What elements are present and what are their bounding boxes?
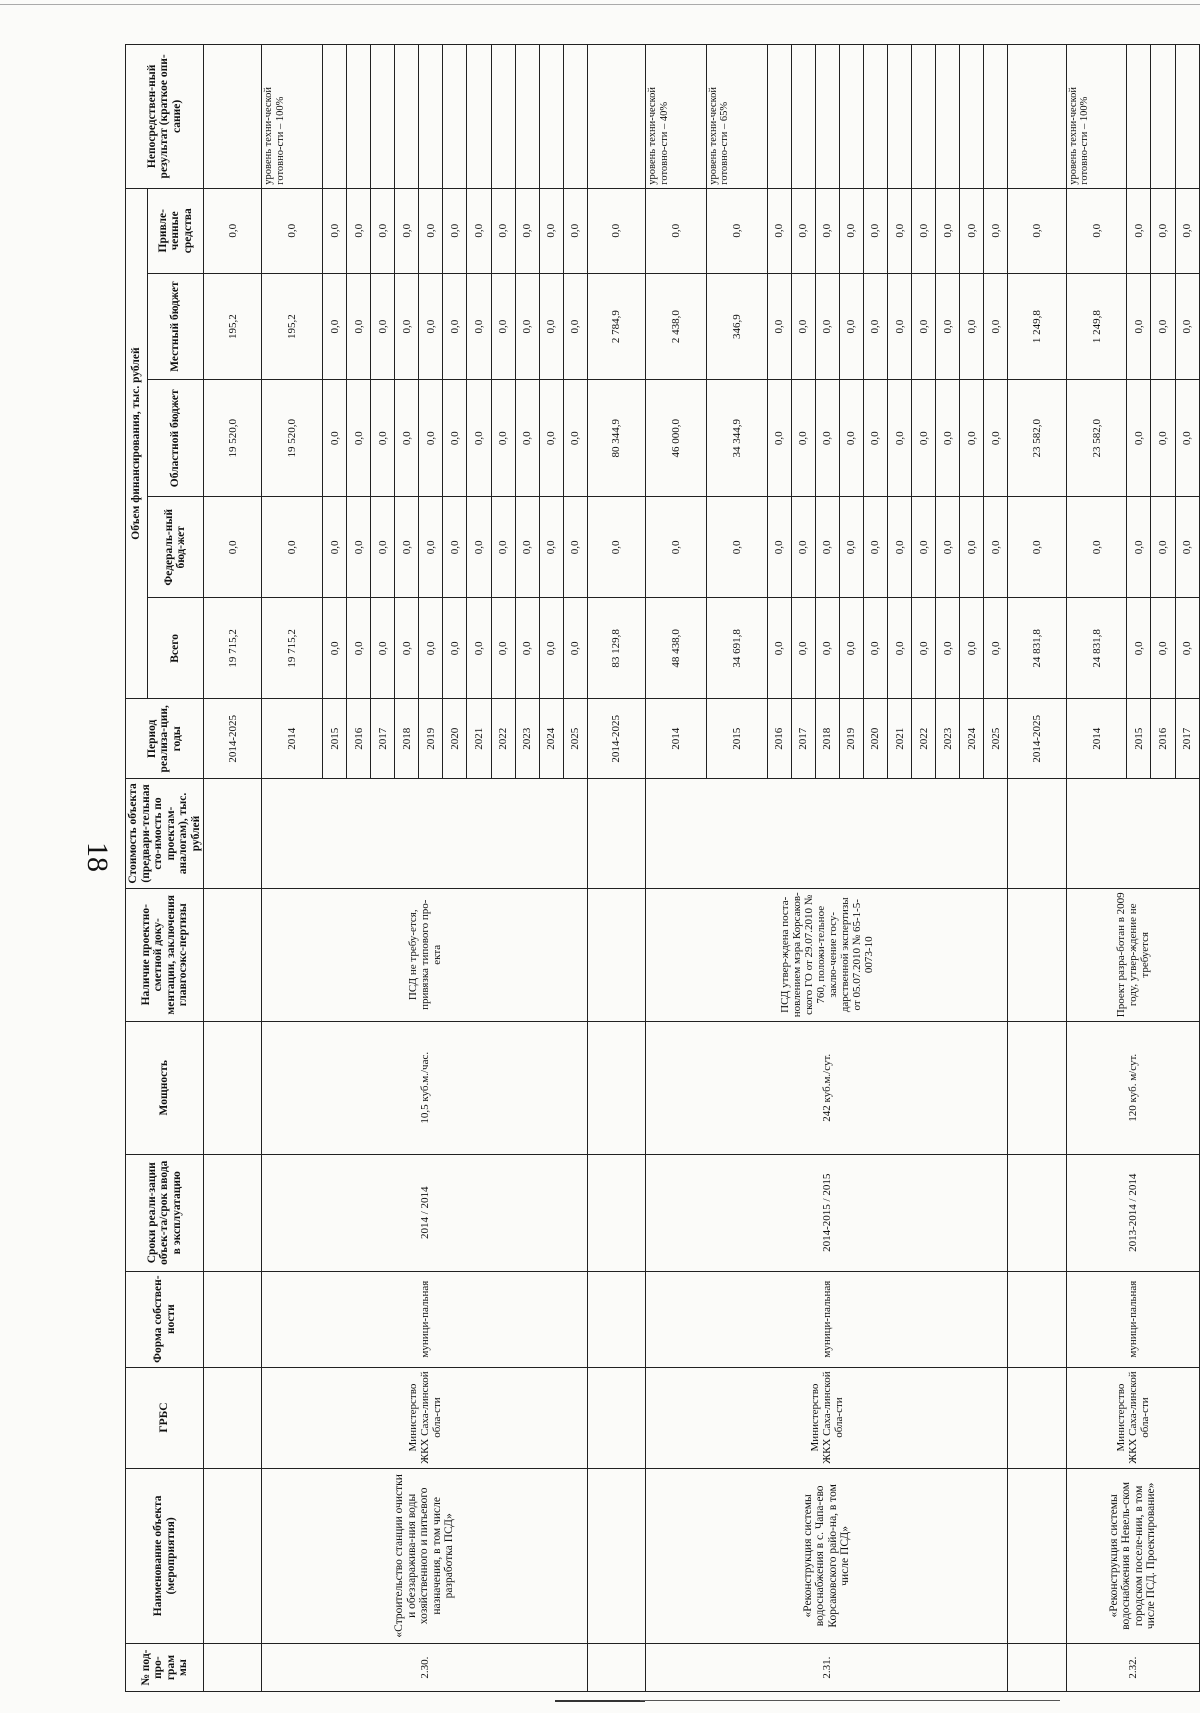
cell-total: 0,0 bbox=[539, 598, 563, 699]
cell-attracted: 0,0 bbox=[791, 188, 815, 273]
table-row bbox=[204, 45, 262, 1692]
empty-cell bbox=[1008, 1271, 1066, 1367]
cell-attracted: 0,0 bbox=[323, 188, 347, 273]
object-name: «Реконструкция системы водоснабжения в Невель-ском городском поселе-нии, в том числе ПСД. Проектирование» bbox=[1066, 1468, 1199, 1644]
cell-local: 0,0 bbox=[563, 273, 587, 379]
cell-total: 19 715,2 bbox=[204, 598, 262, 699]
table-body bbox=[204, 45, 1200, 1692]
cell-period: 2014-2025 bbox=[587, 699, 645, 779]
scan-mark bbox=[640, 1700, 1060, 1701]
cell-result bbox=[467, 45, 491, 189]
cell-local: 0,0 bbox=[443, 273, 467, 379]
cell-federal: 0,0 bbox=[1151, 497, 1175, 598]
cell-result bbox=[323, 45, 347, 189]
object-number: 2.30. bbox=[262, 1644, 588, 1692]
object-capacity: 242 куб.м./сут. bbox=[646, 1021, 1008, 1154]
cell-result bbox=[347, 45, 371, 189]
object-cost bbox=[646, 779, 1008, 889]
cell-period: 2025 bbox=[984, 699, 1008, 779]
cell-local: 0,0 bbox=[323, 273, 347, 379]
empty-cell bbox=[204, 888, 262, 1021]
table-row bbox=[587, 45, 645, 1692]
cell-result: уровень техни-ческой готовно-сти – 100% bbox=[262, 45, 323, 189]
empty-cell bbox=[1008, 779, 1066, 889]
empty-cell bbox=[587, 1271, 645, 1367]
cell-regional: 0,0 bbox=[767, 380, 791, 497]
cell-federal: 0,0 bbox=[960, 497, 984, 598]
cell-attracted: 0,0 bbox=[960, 188, 984, 273]
object-capacity: 120 куб. м/сут. bbox=[1066, 1021, 1199, 1154]
cell-total: 0,0 bbox=[515, 598, 539, 699]
col-header-federal: Федераль-ный бюд-жет bbox=[147, 497, 203, 598]
table-row bbox=[646, 45, 707, 1692]
empty-cell bbox=[1008, 1021, 1066, 1154]
cell-total: 0,0 bbox=[1175, 598, 1199, 699]
cell-regional: 0,0 bbox=[323, 380, 347, 497]
cell-total: 0,0 bbox=[839, 598, 863, 699]
cell-result bbox=[443, 45, 467, 189]
cell-result bbox=[960, 45, 984, 189]
cell-total: 0,0 bbox=[936, 598, 960, 699]
col-header-regional: Областной бюджет bbox=[147, 380, 203, 497]
cell-period: 2017 bbox=[1175, 699, 1199, 779]
cell-regional: 0,0 bbox=[371, 380, 395, 497]
cell-period: 2018 bbox=[395, 699, 419, 779]
cell-period: 2016 bbox=[1151, 699, 1175, 779]
cell-local: 0,0 bbox=[1175, 273, 1199, 379]
cell-regional: 0,0 bbox=[419, 380, 443, 497]
empty-cell bbox=[587, 1367, 645, 1468]
cell-total: 0,0 bbox=[563, 598, 587, 699]
cell-regional: 0,0 bbox=[936, 380, 960, 497]
empty-cell bbox=[204, 1367, 262, 1468]
cell-total: 19 715,2 bbox=[262, 598, 323, 699]
col-header-cost: Стоимость объекта (предвари-тельная сто-имость по проектам-аналогам), тыс. рублей bbox=[126, 779, 204, 889]
col-header-psd: Наличие проектно-сметной доку-ментации, заключения главгосэкс-пертизы bbox=[126, 888, 204, 1021]
cell-total: 24 831,8 bbox=[1008, 598, 1066, 699]
empty-cell bbox=[1008, 1367, 1066, 1468]
cell-local: 1 249,8 bbox=[1066, 273, 1127, 379]
cell-local: 195,2 bbox=[204, 273, 262, 379]
cell-total: 0,0 bbox=[1127, 598, 1151, 699]
cell-attracted: 0,0 bbox=[936, 188, 960, 273]
cell-regional: 0,0 bbox=[1127, 380, 1151, 497]
cell-period: 2023 bbox=[936, 699, 960, 779]
cell-local: 0,0 bbox=[491, 273, 515, 379]
cell-local: 0,0 bbox=[515, 273, 539, 379]
scan-edge bbox=[0, 4, 1200, 5]
cell-period: 2014-2025 bbox=[204, 699, 262, 779]
cell-regional: 0,0 bbox=[491, 380, 515, 497]
cell-regional: 0,0 bbox=[1151, 380, 1175, 497]
cell-period: 2014 bbox=[646, 699, 707, 779]
object-psd: ПСД не требу-ется, привязка типового про-екта bbox=[262, 888, 588, 1021]
empty-cell bbox=[204, 1644, 262, 1692]
cell-regional: 0,0 bbox=[1175, 380, 1199, 497]
cell-federal: 0,0 bbox=[587, 497, 645, 598]
object-number: 2.32. bbox=[1066, 1644, 1199, 1692]
cell-period: 2015 bbox=[1127, 699, 1151, 779]
cell-attracted: 0,0 bbox=[1008, 188, 1066, 273]
cell-federal: 0,0 bbox=[371, 497, 395, 598]
cell-federal: 0,0 bbox=[984, 497, 1008, 598]
cell-regional: 0,0 bbox=[815, 380, 839, 497]
funding-table bbox=[125, 44, 1200, 1692]
object-name: «Строительство станции очистки и обеззаражива-ния воды хозяйственного и питьевого назначения, в том числе разработка ПСД» bbox=[262, 1468, 588, 1644]
cell-local: 0,0 bbox=[888, 273, 912, 379]
cell-local: 0,0 bbox=[371, 273, 395, 379]
cell-attracted: 0,0 bbox=[706, 188, 767, 273]
cell-federal: 0,0 bbox=[706, 497, 767, 598]
empty-cell bbox=[587, 1468, 645, 1644]
cell-local: 0,0 bbox=[912, 273, 936, 379]
cell-result bbox=[1127, 45, 1151, 189]
cell-attracted: 0,0 bbox=[371, 188, 395, 273]
empty-cell bbox=[587, 888, 645, 1021]
cell-federal: 0,0 bbox=[1066, 497, 1127, 598]
empty-cell bbox=[204, 1468, 262, 1644]
cell-total: 0,0 bbox=[960, 598, 984, 699]
cell-local: 0,0 bbox=[1127, 273, 1151, 379]
page-number: 18 bbox=[81, 842, 114, 872]
cell-period: 2024 bbox=[960, 699, 984, 779]
cell-local: 0,0 bbox=[791, 273, 815, 379]
cell-total: 0,0 bbox=[467, 598, 491, 699]
cell-local: 0,0 bbox=[395, 273, 419, 379]
cell-regional: 0,0 bbox=[563, 380, 587, 497]
cell-total: 83 129,8 bbox=[587, 598, 645, 699]
cell-result bbox=[888, 45, 912, 189]
cell-federal: 0,0 bbox=[563, 497, 587, 598]
cell-period: 2019 bbox=[419, 699, 443, 779]
cell-result: уровень техни-ческой готовно-сти – 65% bbox=[706, 45, 767, 189]
object-grbs: Министерство ЖКХ Саха-линской обла-сти bbox=[262, 1367, 588, 1468]
scan-mark bbox=[555, 1700, 645, 1702]
cell-federal: 0,0 bbox=[395, 497, 419, 598]
empty-cell bbox=[204, 779, 262, 889]
cell-result bbox=[563, 45, 587, 189]
object-cost bbox=[1066, 779, 1199, 889]
cell-regional: 0,0 bbox=[347, 380, 371, 497]
cell-period: 2019 bbox=[839, 699, 863, 779]
table-row bbox=[1066, 45, 1127, 1692]
cell-federal: 0,0 bbox=[491, 497, 515, 598]
col-header-period: Период реализа-ции, годы bbox=[126, 699, 204, 779]
cell-regional: 34 344,9 bbox=[706, 380, 767, 497]
object-grbs: Министерство ЖКХ Саха-линской обла-сти bbox=[646, 1367, 1008, 1468]
cell-attracted: 0,0 bbox=[912, 188, 936, 273]
cell-period: 2024 bbox=[539, 699, 563, 779]
cell-federal: 0,0 bbox=[839, 497, 863, 598]
cell-result bbox=[539, 45, 563, 189]
cell-period: 2022 bbox=[491, 699, 515, 779]
cell-attracted: 0,0 bbox=[888, 188, 912, 273]
object-ownership: муници-пальная bbox=[646, 1271, 1008, 1367]
cell-regional: 0,0 bbox=[912, 380, 936, 497]
cell-period: 2023 bbox=[515, 699, 539, 779]
col-header-local: Местный бюджет bbox=[147, 273, 203, 379]
cell-period: 2016 bbox=[767, 699, 791, 779]
cell-federal: 0,0 bbox=[912, 497, 936, 598]
cell-result bbox=[912, 45, 936, 189]
object-terms: 2013-2014 / 2014 bbox=[1066, 1154, 1199, 1271]
cell-regional: 0,0 bbox=[791, 380, 815, 497]
empty-cell bbox=[1008, 1644, 1066, 1692]
cell-period: 2025 bbox=[563, 699, 587, 779]
cell-period: 2014 bbox=[262, 699, 323, 779]
col-header-capacity: Мощность bbox=[126, 1021, 204, 1154]
cell-local: 2 784,9 bbox=[587, 273, 645, 379]
cell-period: 2017 bbox=[371, 699, 395, 779]
cell-federal: 0,0 bbox=[204, 497, 262, 598]
cell-federal: 0,0 bbox=[1008, 497, 1066, 598]
cell-local: 1 249,8 bbox=[1008, 273, 1066, 379]
object-terms: 2014-2015 / 2015 bbox=[646, 1154, 1008, 1271]
cell-total: 0,0 bbox=[443, 598, 467, 699]
cell-attracted: 0,0 bbox=[863, 188, 887, 273]
empty-cell bbox=[204, 1021, 262, 1154]
cell-attracted: 0,0 bbox=[347, 188, 371, 273]
cell-result: уровень техни-ческой готовно-сти – 40% bbox=[646, 45, 707, 189]
cell-period: 2015 bbox=[323, 699, 347, 779]
cell-result bbox=[515, 45, 539, 189]
cell-attracted: 0,0 bbox=[395, 188, 419, 273]
table-row bbox=[1008, 45, 1066, 1692]
cell-local: 0,0 bbox=[863, 273, 887, 379]
cell-local: 195,2 bbox=[262, 273, 323, 379]
cell-result bbox=[1008, 45, 1066, 189]
col-header-funding-group: Объем финансирования, тыс. рублей bbox=[126, 188, 148, 699]
cell-regional: 0,0 bbox=[839, 380, 863, 497]
cell-federal: 0,0 bbox=[539, 497, 563, 598]
cell-result bbox=[395, 45, 419, 189]
cell-local: 0,0 bbox=[815, 273, 839, 379]
cell-period: 2021 bbox=[467, 699, 491, 779]
col-header-total: Всего bbox=[147, 598, 203, 699]
cell-local: 0,0 bbox=[839, 273, 863, 379]
cell-federal: 0,0 bbox=[791, 497, 815, 598]
object-capacity: 10,5 куб.м./час. bbox=[262, 1021, 588, 1154]
cell-federal: 0,0 bbox=[815, 497, 839, 598]
cell-total: 0,0 bbox=[371, 598, 395, 699]
cell-regional: 19 520,0 bbox=[262, 380, 323, 497]
cell-period: 2017 bbox=[791, 699, 815, 779]
cell-regional: 0,0 bbox=[960, 380, 984, 497]
cell-period: 2018 bbox=[815, 699, 839, 779]
cell-total: 0,0 bbox=[912, 598, 936, 699]
cell-total: 0,0 bbox=[863, 598, 887, 699]
cell-regional: 0,0 bbox=[888, 380, 912, 497]
cell-federal: 0,0 bbox=[323, 497, 347, 598]
cell-local: 0,0 bbox=[419, 273, 443, 379]
cell-result bbox=[767, 45, 791, 189]
cell-federal: 0,0 bbox=[443, 497, 467, 598]
cell-federal: 0,0 bbox=[863, 497, 887, 598]
cell-local: 0,0 bbox=[936, 273, 960, 379]
header-row-1 bbox=[126, 45, 148, 1692]
cell-attracted: 0,0 bbox=[587, 188, 645, 273]
col-header-attracted: Привле-ченные средства bbox=[147, 188, 203, 273]
cell-attracted: 0,0 bbox=[491, 188, 515, 273]
object-name: «Реконструкция системы водоснабжения в с. Чапа-ево Корсаковского райо-на, в том числе ПСД» bbox=[646, 1468, 1008, 1644]
object-cost bbox=[262, 779, 588, 889]
cell-result: уровень техни-ческой готовно-сти – 100% bbox=[1066, 45, 1127, 189]
cell-regional: 0,0 bbox=[395, 380, 419, 497]
cell-result bbox=[984, 45, 1008, 189]
cell-total: 0,0 bbox=[491, 598, 515, 699]
cell-federal: 0,0 bbox=[646, 497, 707, 598]
cell-attracted: 0,0 bbox=[1127, 188, 1151, 273]
cell-period: 2021 bbox=[888, 699, 912, 779]
col-header-terms: Сроки реали-зации объек-та/срок ввода в эксплуатацию bbox=[126, 1154, 204, 1271]
cell-federal: 0,0 bbox=[515, 497, 539, 598]
cell-total: 0,0 bbox=[815, 598, 839, 699]
cell-federal: 0,0 bbox=[767, 497, 791, 598]
cell-period: 2014 bbox=[1066, 699, 1127, 779]
cell-regional: 23 582,0 bbox=[1066, 380, 1127, 497]
empty-cell bbox=[1008, 1154, 1066, 1271]
cell-attracted: 0,0 bbox=[839, 188, 863, 273]
cell-result bbox=[1151, 45, 1175, 189]
empty-cell bbox=[204, 1271, 262, 1367]
cell-attracted: 0,0 bbox=[646, 188, 707, 273]
cell-total: 0,0 bbox=[395, 598, 419, 699]
cell-attracted: 0,0 bbox=[204, 188, 262, 273]
cell-local: 0,0 bbox=[1151, 273, 1175, 379]
object-terms: 2014 / 2014 bbox=[262, 1154, 588, 1271]
cell-period: 2022 bbox=[912, 699, 936, 779]
cell-attracted: 0,0 bbox=[262, 188, 323, 273]
cell-attracted: 0,0 bbox=[815, 188, 839, 273]
object-psd: Проект разра-ботан в 2009 году, утвер-ждение не требуется bbox=[1066, 888, 1199, 1021]
cell-attracted: 0,0 bbox=[1151, 188, 1175, 273]
empty-cell bbox=[587, 779, 645, 889]
cell-result bbox=[204, 45, 262, 189]
cell-period: 2014-2025 bbox=[1008, 699, 1066, 779]
cell-attracted: 0,0 bbox=[467, 188, 491, 273]
cell-federal: 0,0 bbox=[1127, 497, 1151, 598]
cell-total: 0,0 bbox=[323, 598, 347, 699]
cell-federal: 0,0 bbox=[936, 497, 960, 598]
object-ownership: муници-пальная bbox=[262, 1271, 588, 1367]
cell-period: 2015 bbox=[706, 699, 767, 779]
cell-federal: 0,0 bbox=[347, 497, 371, 598]
cell-total: 0,0 bbox=[1151, 598, 1175, 699]
cell-local: 0,0 bbox=[984, 273, 1008, 379]
col-header-result: Непосредствен-ный результат (краткое опи-сание) bbox=[126, 45, 204, 189]
cell-attracted: 0,0 bbox=[515, 188, 539, 273]
cell-local: 0,0 bbox=[960, 273, 984, 379]
cell-regional: 0,0 bbox=[443, 380, 467, 497]
cell-federal: 0,0 bbox=[888, 497, 912, 598]
cell-result bbox=[791, 45, 815, 189]
cell-federal: 0,0 bbox=[467, 497, 491, 598]
cell-local: 346,9 bbox=[706, 273, 767, 379]
cell-period: 2020 bbox=[443, 699, 467, 779]
cell-local: 0,0 bbox=[767, 273, 791, 379]
cell-attracted: 0,0 bbox=[767, 188, 791, 273]
empty-cell bbox=[587, 1154, 645, 1271]
cell-total: 0,0 bbox=[791, 598, 815, 699]
cell-total: 48 438,0 bbox=[646, 598, 707, 699]
cell-result bbox=[371, 45, 395, 189]
object-number: 2.31. bbox=[646, 1644, 1008, 1692]
cell-result bbox=[419, 45, 443, 189]
cell-total: 0,0 bbox=[984, 598, 1008, 699]
object-grbs: Министерство ЖКХ Саха-линской обла-сти bbox=[1066, 1367, 1199, 1468]
cell-total: 0,0 bbox=[767, 598, 791, 699]
cell-regional: 0,0 bbox=[863, 380, 887, 497]
cell-regional: 0,0 bbox=[539, 380, 563, 497]
object-ownership: муници-пальная bbox=[1066, 1271, 1199, 1367]
cell-attracted: 0,0 bbox=[984, 188, 1008, 273]
cell-local: 0,0 bbox=[467, 273, 491, 379]
cell-period: 2016 bbox=[347, 699, 371, 779]
empty-cell bbox=[1008, 1468, 1066, 1644]
cell-regional: 0,0 bbox=[515, 380, 539, 497]
cell-result bbox=[863, 45, 887, 189]
cell-attracted: 0,0 bbox=[539, 188, 563, 273]
cell-regional: 0,0 bbox=[984, 380, 1008, 497]
cell-regional: 46 000,0 bbox=[646, 380, 707, 497]
cell-total: 0,0 bbox=[419, 598, 443, 699]
cell-attracted: 0,0 bbox=[1066, 188, 1127, 273]
cell-attracted: 0,0 bbox=[419, 188, 443, 273]
cell-attracted: 0,0 bbox=[1175, 188, 1199, 273]
cell-regional: 23 582,0 bbox=[1008, 380, 1066, 497]
cell-result bbox=[1175, 45, 1199, 189]
cell-federal: 0,0 bbox=[419, 497, 443, 598]
cell-period: 2020 bbox=[863, 699, 887, 779]
cell-local: 2 438,0 bbox=[646, 273, 707, 379]
table-row bbox=[262, 45, 323, 1692]
empty-cell bbox=[587, 1644, 645, 1692]
cell-federal: 0,0 bbox=[1175, 497, 1199, 598]
rotated-table-container bbox=[125, 44, 1194, 1692]
cell-regional: 80 344,9 bbox=[587, 380, 645, 497]
empty-cell bbox=[587, 1021, 645, 1154]
col-header-num: № под-про-грам мы bbox=[126, 1644, 204, 1692]
cell-regional: 19 520,0 bbox=[204, 380, 262, 497]
cell-result bbox=[587, 45, 645, 189]
empty-cell bbox=[1008, 888, 1066, 1021]
cell-result bbox=[491, 45, 515, 189]
empty-cell bbox=[204, 1154, 262, 1271]
cell-federal: 0,0 bbox=[262, 497, 323, 598]
object-psd: ПСД утвер-ждена поста-новлением мэра Корсаков-ского ГО от 29.07.2010 № 760, положи-тельное заклю-чение госу-дарственной экспертизы от 05.07.2010 № 65-1-5-0073-10 bbox=[646, 888, 1008, 1021]
cell-local: 0,0 bbox=[347, 273, 371, 379]
col-header-name: Наименование объекта (мероприятия) bbox=[126, 1468, 204, 1644]
cell-attracted: 0,0 bbox=[443, 188, 467, 273]
cell-total: 0,0 bbox=[347, 598, 371, 699]
cell-result bbox=[839, 45, 863, 189]
cell-attracted: 0,0 bbox=[563, 188, 587, 273]
cell-result bbox=[815, 45, 839, 189]
cell-total: 24 831,8 bbox=[1066, 598, 1127, 699]
cell-regional: 0,0 bbox=[467, 380, 491, 497]
cell-result bbox=[936, 45, 960, 189]
cell-total: 0,0 bbox=[888, 598, 912, 699]
cell-total: 34 691,8 bbox=[706, 598, 767, 699]
col-header-form: Форма собствен-ности bbox=[126, 1271, 204, 1367]
col-header-grbs: ГРБС bbox=[126, 1367, 204, 1468]
cell-local: 0,0 bbox=[539, 273, 563, 379]
